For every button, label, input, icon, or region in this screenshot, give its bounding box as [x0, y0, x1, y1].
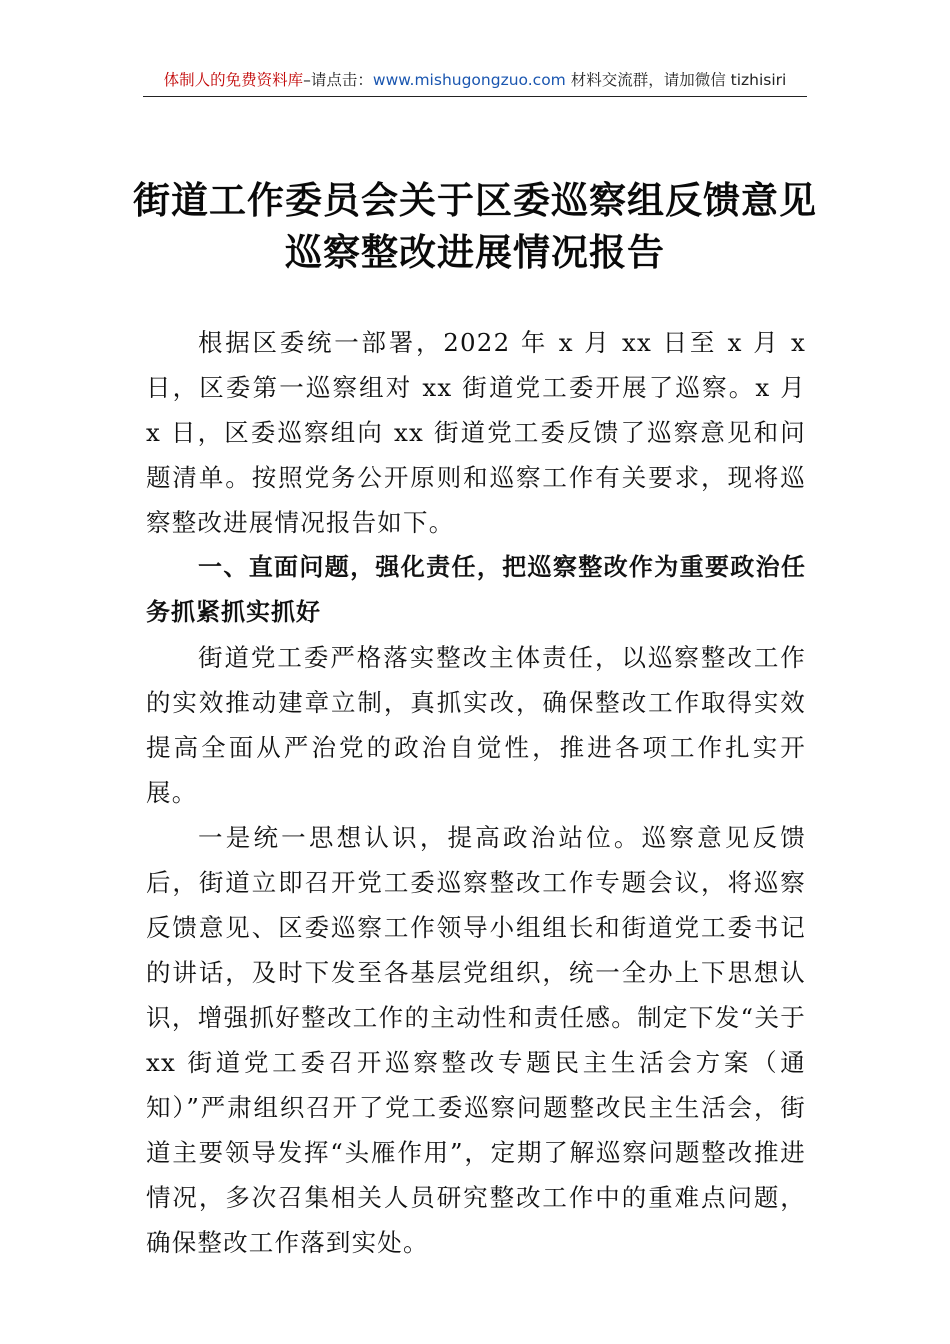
- header-brand: 体制人的免费资料库: [163, 71, 304, 89]
- intro-paragraph: 根据区委统一部署，2022 年 x 月 xx 日至 x 月 x 日，区委第一巡察组对 xx 街道党工委开展了巡察。x 月 x 日，区委巡察组向 xx 街道党工委反馈了巡察意见和问题清单。按照党务公开原则和巡察工作有关要求，现将巡察整改进展情况报告如下。: [146, 328, 806, 537]
- document-body: [146, 320, 806, 1265]
- document-title-line-2: 巡察整改进展情况报告: [285, 230, 665, 274]
- section-1-paragraph-2: 一是统一思想认识，提高政治站位。巡察意见反馈后，街道立即召开党工委巡察整改工作专题会议，将巡察反馈意见、区委巡察工作领导小组组长和街道党工委书记的讲话，及时下发至各基层党组织，统一全办上下思想认识，增强抓好整改工作的主动性和责任感。制定下发“关于 xx 街道党工委召开巡察整改专题民主生活会方案（通知）”严肃组织召开了党工委巡察问题整改民主生活会，街道主要领导发挥“头雁作用”，定期了解巡察问题整改推进情况，多次召集相关人员研究整改工作中的重难点问题，确保整改工作落到实处。: [146, 823, 806, 1257]
- section-1-heading: 一、直面问题，强化责任，把巡察整改作为重要政治任务抓紧抓实抓好: [146, 553, 806, 626]
- document-title-line-1: 街道工作委员会关于区委巡察组反馈意见: [133, 178, 817, 222]
- header-url-link[interactable]: www.mishugongzuo.com: [372, 71, 566, 89]
- page-header: [143, 66, 807, 97]
- section-1-paragraph-1: 街道党工委严格落实整改主体责任，以巡察整改工作的实效推动建章立制，真抓实改，确保整改工作取得实效提高全面从严治党的政治自觉性，推进各项工作扎实开展。: [146, 643, 806, 807]
- header-prompt: –请点击：: [303, 71, 373, 89]
- header-contact: 材料交流群，请加微信 tizhisiri: [565, 71, 787, 89]
